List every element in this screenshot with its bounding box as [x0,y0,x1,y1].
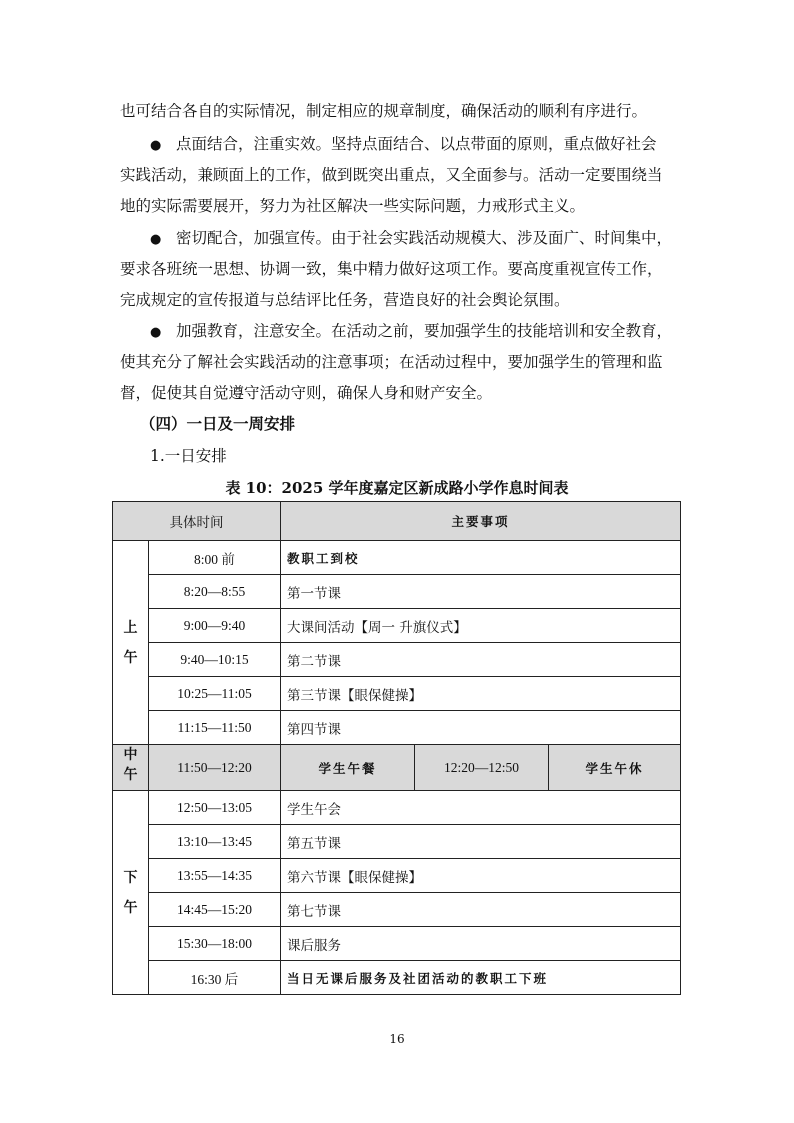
bullet-1-line-2: 实践活动，兼顾面上的工作，做到既突出重点，又全面参与。活动一定要围绕当 [120,166,663,184]
bullet-3-line-1 [150,321,710,343]
time-cell: 16:30 后 [149,961,281,995]
section-heading: （四）一日及一周安排 [140,414,296,433]
noon-item-1: 学生午餐 [281,745,415,791]
paragraph-intro: 也可结合各自的实际情况，制定相应的规章制度，确保活动的顺利有序进行。 [120,102,648,120]
table-row [113,825,681,859]
period-morning [113,541,149,745]
item-cell: 第一节课 [281,575,681,609]
noon-time-2: 12:20—12:50 [415,745,549,791]
time-cell: 9:40—10:15 [149,643,281,677]
table-caption: 表 10：2025 学年度嘉定区新成路小学作息时间表 [225,479,569,497]
bullet-icon: ● [150,325,162,340]
page-number: 16 [389,1032,405,1046]
table-row [113,541,681,575]
bullet-3-text: 加强教育，注意安全。在活动之前，要加强学生的技能培训和安全教育， [176,322,673,340]
time-cell: 8:00 前 [149,541,281,575]
bullet-3-line-2: 使其充分了解社会实践活动的注意事项；在活动过程中，要加强学生的管理和监 [120,353,663,371]
table-row-noon [113,745,681,791]
header-item: 主要事项 [281,502,681,541]
table-row [113,791,681,825]
table-header-row [113,502,681,541]
table-row [113,927,681,961]
item-cell: 学生午会 [281,791,681,825]
time-cell: 11:15—11:50 [149,711,281,745]
period-afternoon-label: 下午 [123,869,138,916]
item-cell: 第七节课 [281,893,681,927]
table-row [113,677,681,711]
time-cell: 15:30—18:00 [149,927,281,961]
bullet-2-text: 密切配合，加强宣传。由于社会实践活动规模大、涉及面广、时间集中， [176,229,673,247]
period-afternoon [113,791,149,995]
item-cell: 第二节课 [281,643,681,677]
noon-time-1: 11:50—12:20 [149,745,281,791]
item-cell: 教职工到校 [281,541,681,575]
time-cell: 14:45—15:20 [149,893,281,927]
bullet-1-line-1 [150,134,710,156]
table-row [113,711,681,745]
bullet-1-text: 点面结合，注重实效。坚持点面结合、以点带面的原则，重点做好社会 [176,135,657,153]
time-cell: 13:55—14:35 [149,859,281,893]
table-row [113,859,681,893]
bullet-2-line-2: 要求各班统一思想、协调一致，集中精力做好这项工作。要高度重视宣传工作， [120,260,663,278]
bullet-3-line-3: 督，促使其自觉遵守活动守则，确保人身和财产安全。 [120,384,493,402]
time-cell: 10:25—11:05 [149,677,281,711]
item-cell: 第六节课【眼保健操】 [281,859,681,893]
item-cell: 第四节课 [281,711,681,745]
header-time: 具体时间 [113,502,281,541]
table-row [113,575,681,609]
table-row [113,893,681,927]
time-cell: 9:00—9:40 [149,609,281,643]
schedule-table [112,501,681,995]
noon-item-2: 学生午休 [549,745,681,791]
item-cell: 课后服务 [281,927,681,961]
item-cell: 第三节课【眼保健操】 [281,677,681,711]
time-cell: 12:50—13:05 [149,791,281,825]
time-cell: 8:20—8:55 [149,575,281,609]
period-noon [113,745,149,791]
table-row [113,643,681,677]
period-noon-label: 中午 [123,747,138,783]
item-cell: 第五节课 [281,825,681,859]
bullet-icon: ● [150,232,162,247]
period-morning-label: 上午 [123,619,138,666]
bullet-2-line-1 [150,228,710,250]
time-cell: 13:10—13:45 [149,825,281,859]
table-row [113,609,681,643]
bullet-2-line-3: 完成规定的宣传报道与总结评比任务，营造良好的社会舆论氛围。 [120,291,570,309]
item-cell: 当日无课后服务及社团活动的教职工下班 [281,961,681,995]
item-cell: 大课间活动【周一 升旗仪式】 [281,609,681,643]
sub-heading: 1.一日安排 [150,447,227,465]
bullet-icon: ● [150,138,162,153]
table-row [113,961,681,995]
bullet-1-line-3: 地的实际需要展开，努力为社区解决一些实际问题，力戒形式主义。 [120,197,586,215]
